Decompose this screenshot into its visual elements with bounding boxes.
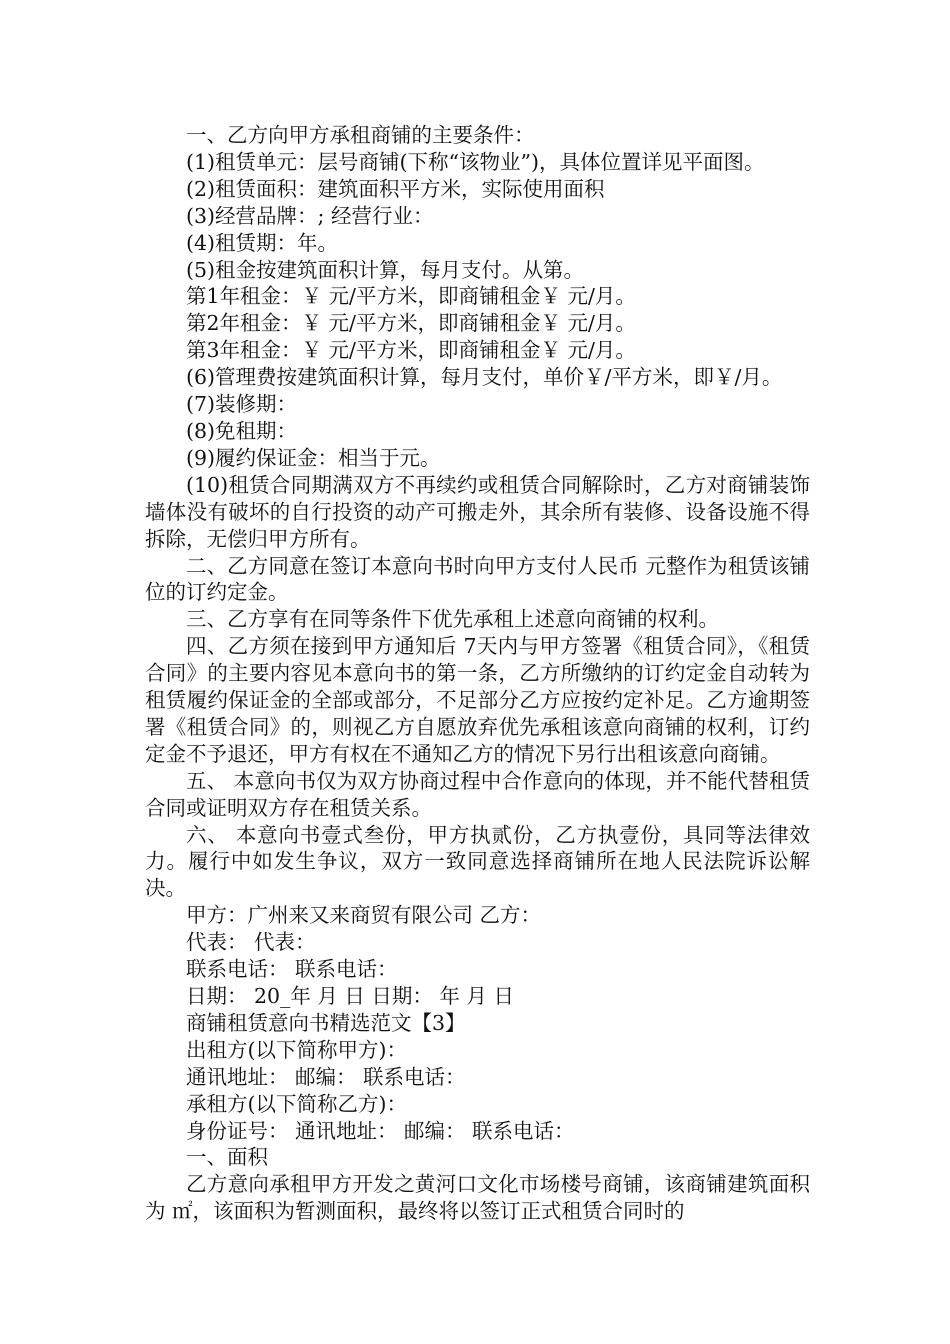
paragraph-2: (1)租赁单元：层号商铺(下称“该物业”)，具体位置详见平面图。 — [186, 149, 765, 174]
paragraph-17: 四、乙方须在接到甲方通知后 7天内与甲方签署《租赁合同》，《租赁合同》的主要内容见本意向书的第一条，乙方所缴纳的订约定金自动转为租赁履约保证金的全部或部分，不足部分乙方应按约定补足。乙方逾期签署《租赁合同》的，则视乙方自愿放弃优先承租该意向商铺的权利，订约定金不予退还，甲方有权在不通知乙方的情况下另行出租该意向商铺。 — [145, 634, 810, 766]
section-heading: 商铺租赁意向书精选范文【3】 — [186, 1010, 466, 1035]
paragraph-20: 甲方：广州来又来商贸有限公司 乙方： — [186, 903, 542, 928]
paragraph-23: 日期： 20_年 月 日 日期： 年 月 日 — [186, 984, 514, 1008]
paragraph-22: 联系电话： 联系电话： — [186, 957, 398, 982]
paragraph-12: (8)免租期： — [186, 418, 298, 443]
paragraph-15: 二、乙方同意在签订本意向书时向甲方支付人民币 元整作为租赁该铺位的订约定金。 — [145, 553, 810, 605]
paragraph-25: 出租方(以下简称甲方)： — [186, 1037, 407, 1062]
paragraph-16: 三、乙方享有在同等条件下优先承租上述意向商铺的权利。 — [186, 607, 719, 632]
paragraph-10: (6)管理费按建筑面积计算，每月支付，单价￥/平方米，即￥/月。 — [186, 365, 783, 390]
paragraph-7: 第1年租金：￥ 元/平方米，即商铺租金￥ 元/月。 — [186, 284, 636, 309]
paragraph-3: (2)租赁面积：建筑面积平方米，实际使用面积 — [186, 176, 605, 201]
paragraph-27: 承租方(以下简称乙方)： — [186, 1091, 407, 1116]
paragraph-18: 五、 本意向书仅为双方协商过程中合作意向的体现，并不能代替租赁合同或证明双方存在租赁关系。 — [145, 768, 810, 820]
paragraph-28: 身份证号： 通讯地址： 邮编： 联系电话： — [186, 1118, 575, 1143]
paragraph-14: (10)租赁合同期满双方不再续约或租赁合同解除时，乙方对商铺装饰墙体没有破坏的自行投资的动产可搬走外，其余所有装修、设备设施不得拆除，无偿归甲方所有。 — [145, 472, 810, 551]
paragraph-13: (9)履约保证金：相当于元。 — [186, 445, 441, 470]
paragraph-8: 第2年租金：￥ 元/平方米，即商铺租金￥ 元/月。 — [186, 311, 636, 336]
paragraph-4: (3)经营品牌：; 经营行业： — [186, 203, 434, 228]
paragraph-5: (4)租赁期：年。 — [186, 230, 339, 255]
paragraph-11: (7)装修期： — [186, 392, 298, 417]
paragraph-1: 一、乙方向甲方承租商铺的主要条件： — [186, 123, 535, 147]
paragraph-29: 一、面积 — [186, 1145, 268, 1170]
paragraph-6: (5)租金按建筑面积计算，每月支付。从第。 — [186, 257, 585, 282]
paragraph-21: 代表： 代表： — [186, 930, 316, 955]
paragraph-9: 第3年租金：￥ 元/平方米，即商铺租金￥ 元/月。 — [186, 338, 636, 363]
paragraph-30: 乙方意向承租甲方开发之黄河口文化市场楼号商铺，该商铺建筑面积为 ㎡，该面积为暂测面积，最终将以签订正式租赁合同时的 — [145, 1172, 810, 1224]
paragraph-26: 通讯地址： 邮编： 联系电话： — [186, 1064, 466, 1089]
paragraph-19: 六、 本意向书壹式叁份，甲方执贰份，乙方执壹份，具同等法律效力。履行中如发生争议，双方一致同意选择商铺所在地人民法院诉讼解决。 — [145, 822, 810, 901]
document-body — [145, 122, 810, 1225]
